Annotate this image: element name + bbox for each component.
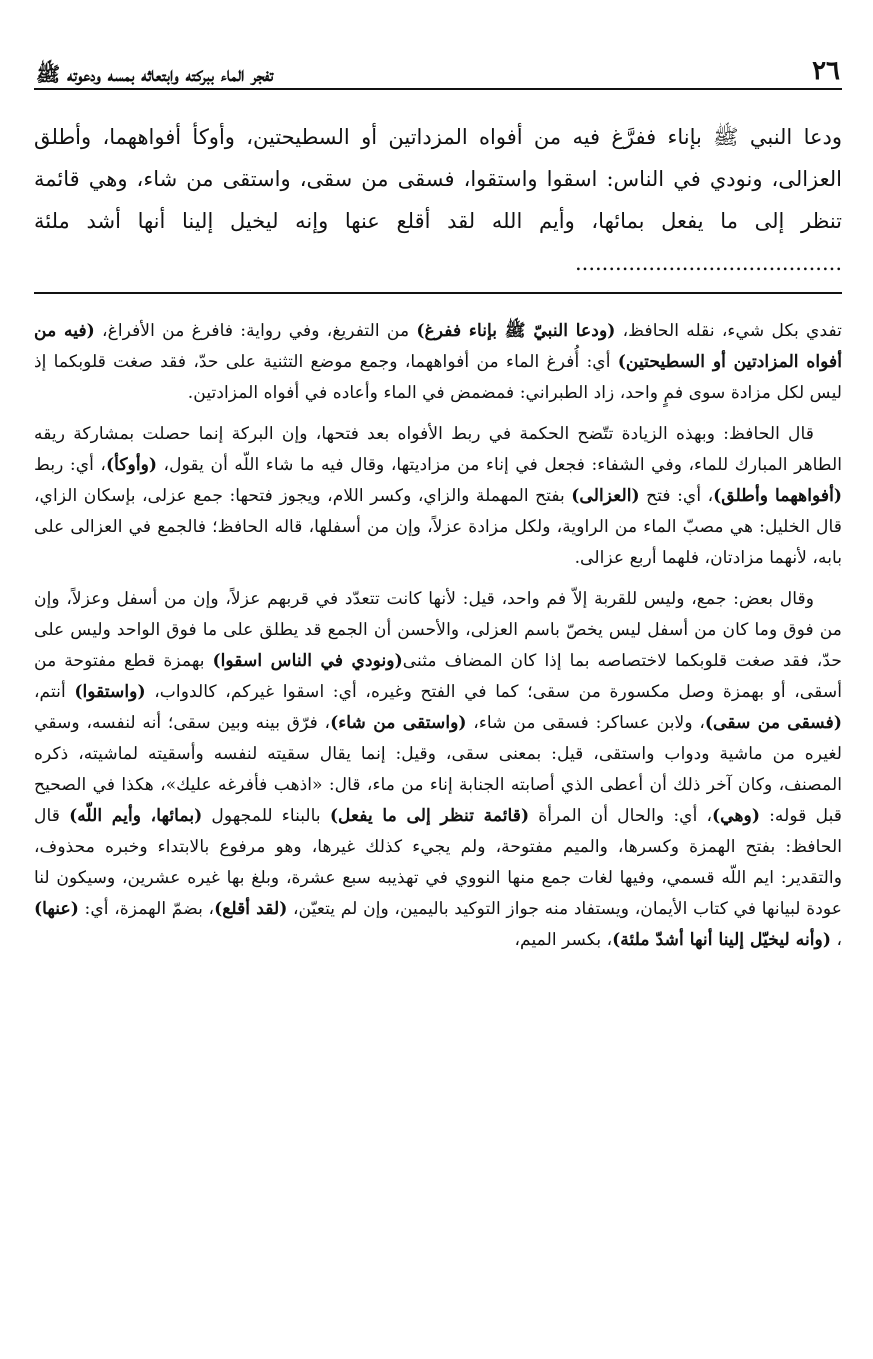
commentary — [34, 316, 842, 956]
text-run: بفتح المهملة والزاي، وكسر اللام، ويجوز فتحها: جمع عزلى، بإسكان الزاي، قال الخليل: هي مصبّ الماء من الراوية، ولكل مزادة عزلاً، وإن من أسفلها، قاله الحافظ؛ فالجمع في العزالى على بابه، لأنهما مزادتان، فلهما أربع عزالى. — [34, 486, 842, 568]
page-number: ٢٦ — [812, 56, 840, 86]
commentary-paragraph — [34, 584, 842, 956]
text-run: ، فرّق بينه وبين سقى؛ أنه لنفسه، وسقي لغيره من ماشية ودواب واستقى، قيل: بمعنى سقى، وقيل: إنما يقال سقيته لنفسه وأسقيته لماشيته، ذكره المصنف، وكان آخر ذلك أن أعطى الذي أصابته الجنابة إناء من ماء، قال: «اذهب فأفرغه عليك»، هكذا في الصحيح قبل قوله: — [34, 713, 842, 826]
quoted-phrase: (ونودي في الناس اسقوا) — [212, 651, 403, 671]
text-run: أنتم، — [34, 682, 75, 702]
quoted-phrase: (العزالى) — [571, 486, 640, 506]
quoted-phrase: (وهي) — [712, 806, 760, 826]
text-run: بالبناء للمجهول — [202, 806, 330, 826]
text-run: قال الحافظ: بفتح الهمزة وكسرها، والميم مفتوحة، ولم يجيء كذلك غيرها، وهو مرفوع بالابتداء وخبره محذوف، والتقدير: ايم اللّه قسمي، وفيها لغات جمع منها النووي في تهذيبه سبع عشرة، وبلغ بها غيره عشرين، وسيكون لنا عودة لبيانها في كتاب الأيمان، ويستفاد منه جواز التوكيد باليمين، وإن لم يتعيّن، — [34, 806, 842, 919]
commentary-paragraph — [34, 316, 842, 409]
quoted-phrase: (واستقى من شاء) — [330, 713, 467, 733]
text-run: ، أي: ربط — [34, 455, 106, 475]
quoted-phrase: (واستقوا) — [74, 682, 146, 702]
running-title: تفجر الماء ببركته وابتعاثه بمسه ودعوته ﷺ — [36, 62, 274, 86]
text-run: قال الحافظ: وبهذه الزيادة تتّضح الحكمة في ربط الأفواه بعد فتحها، وإن البركة إنما حصلت بمشاركة ريقه الطاهر المبارك للماء، وفي الشفاء: فجعل في إناء من مزاديتها، وقال فيه ما شاء اللّه أن يقول، — [34, 424, 842, 475]
commentary-paragraph — [34, 419, 842, 574]
text-run: ، ولابن عساكر: فسقى من شاء، — [466, 713, 705, 733]
text-run: ، أي: والحال أن المرأة — [529, 806, 713, 826]
quoted-phrase: (فسقى من سقى) — [704, 713, 842, 733]
text-run: من التفريغ، وفي رواية: فافرغ من الأفراغ، — [94, 321, 417, 341]
page-header — [34, 44, 842, 90]
hadith-text: ودعا النبي ﷺ بإناء ففرَّغ فيه من أفواه المزداتين أو السطيحتين، وأوكأ أفواههما، وأطلق العزالى، ونودي في الناس: اسقوا واستقوا، فسقى من سقى، واستقى من شاء، وهي قائمة تنظر إلى ما يفعل بمائها، وأيم الله لقد أقلع عنها وإنه ليخيل إلينا أنها أشد ملئة ........................................ — [34, 125, 842, 275]
quoted-phrase: (قائمة تنظر إلى ما يفعل) — [329, 806, 530, 826]
quoted-phrase: (عنها) — [34, 899, 79, 919]
divider-line — [34, 292, 842, 294]
quoted-phrase: (وأنه ليخيّل إلينا أنها أشدّ ملئة) — [612, 930, 831, 950]
quoted-phrase: (ودعا النبيّ ﷺ بإناء ففرغ) — [416, 321, 616, 341]
text-run: تفدي بكل شيء، نقله الحافظ، — [615, 321, 842, 341]
text-run: بهمزة قطع مفتوحة من أسقى، أو بهمزة وصل مكسورة من سقى؛ كما في الفتح وغيره، أي: اسقوا غيركم، كالدواب، — [34, 651, 842, 702]
book-page — [34, 44, 842, 1344]
text-run: ، بكسر الميم، — [514, 930, 613, 950]
quoted-phrase: (فيه من أفواه المزادتين أو السطيحتين) — [34, 321, 843, 372]
quoted-phrase: (بمائها، وأيم اللّه) — [69, 806, 203, 826]
text-run: أي: أُفرغ الماء من أفواههما، وجمع موضع التثنية على حدّ، فقد صغت قلوبكما إذ ليس لكل مزادة سوى فمٍ واحد، زاد الطبراني: فمضمض في الماء وأعاده في أفواه المزادتين. — [34, 352, 842, 403]
text-run: ، — [830, 930, 842, 950]
quoted-phrase: (لقد أقلع) — [214, 899, 288, 919]
text-run: ، أي: فتح — [639, 486, 714, 506]
text-run: وقال بعض: جمع، وليس للقربة إلاّ فم واحد، قيل: لأنها كانت تتعدّد في قربهم عزلاً، وإن من أسفل وعزلاً، وإن من فوق وما كان من أسفل ليس يخصّ باسم العزلى، والأحسن أن الجمع قد يطلق على ما فوق الواحد وليس على حدّ، فقد صغت قلوبكما لاختصاصه بما إذا كان المضاف مثنى — [34, 589, 842, 671]
quoted-phrase: (وأوكأ) — [105, 455, 158, 475]
text-run: ، بضمّ الهمزة، أي: — [78, 899, 215, 919]
quoted-phrase: (أفواههما وأطلق) — [713, 486, 842, 506]
